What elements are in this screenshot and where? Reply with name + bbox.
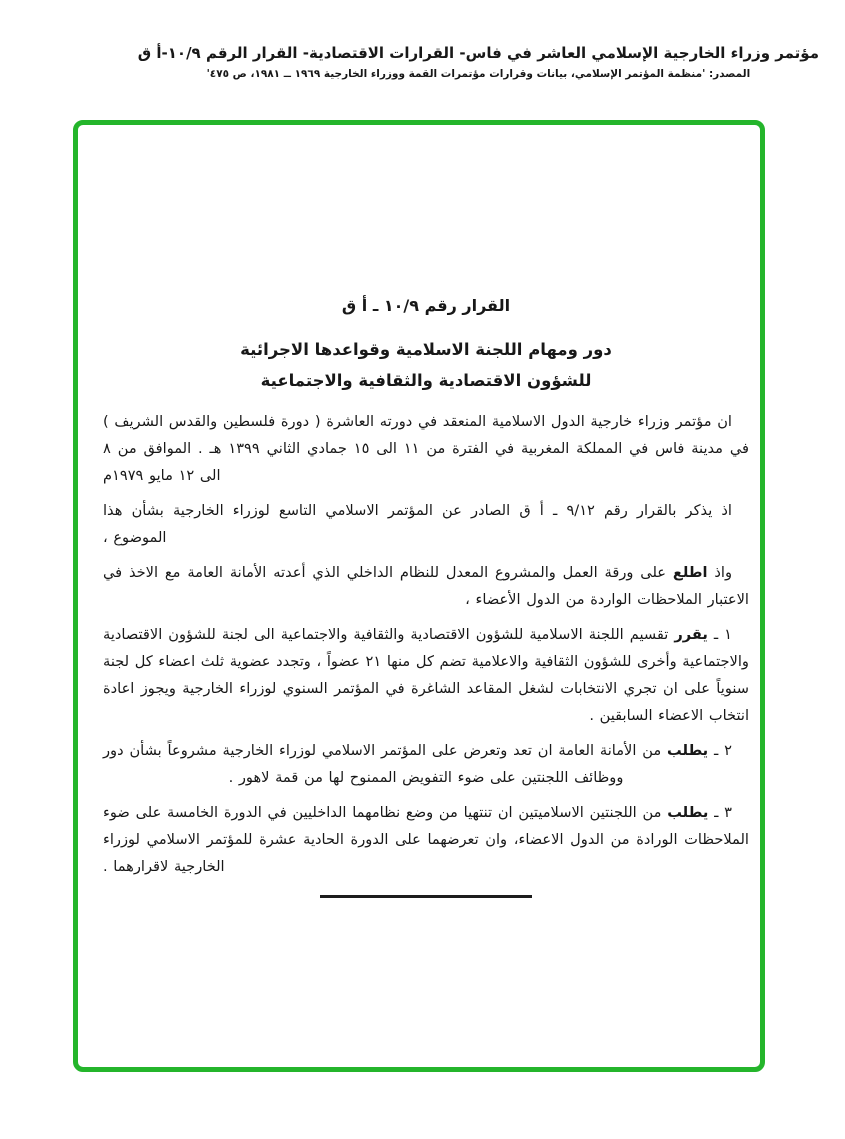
paragraph-operative-1: ١ ـ يقرر تقسيم اللجنة الاسلامية للشؤون الاقتصادية والثقافية والاجتماعية الى لجنة للشؤون الاقتصادية والاجتماعية وأخرى للشؤون الثقافية والاعلامية تضم كل منها ٢١ عضواً ، وتجدد عضوية ثلث اعضاء كل لجنة سنوياً على ان تجري الانتخابات لشغل المقاعد الشاغرة في المؤتمر السنوي لوزراء الخارجية ويجوز اعادة انتخاب الاعضاء السابقين .: [103, 626, 749, 724]
document-frame: [73, 120, 765, 1072]
paragraph-operative-3: ٣ ـ يطلب من اللجنتين الاسلاميتين ان تنتهيا من وضع نظامهما الداخليين في الدورة الخامسة على ضوء الملاحظات الورادة من الدول الاعضاء، وان تعرضهما على الدورة الحادية عشرة للمؤتمر الاسلامي لوزراء الخارجية لاقرارهما .: [103, 804, 749, 875]
source-line: المصدر: 'منظمة المؤتمر الإسلامي، بيانات وقرارات مؤتمرات القمة ووزراء الخارجية ١٩٦٩ ــ ١٩٨١، ص ٤٧٥': [206, 68, 751, 80]
paragraph-preamble-recall: اذ يذكر بالقرار رقم ٩/١٢ ـ أ ق الصادر عن المؤتمر الاسلامي التاسع لوزراء الخارجية بشأن هذا الموضوع ،: [103, 502, 732, 546]
closing-divider: [320, 895, 532, 898]
resolution-subtitle: [103, 334, 749, 396]
paragraph-preamble-session: ان مؤتمر وزراء خارجية الدول الاسلامية المنعقد في دورته العاشرة ( دورة فلسطين والقدس الشريف ) في مدينة فاس في المملكة المغربية في الفترة من ١١ الى ١٥ جمادي الثاني ١٣٩٩ هـ . الموافق من ٨ الى ١٢ مايو ١٩٧٩م: [103, 413, 749, 484]
paragraph-operative-2: ٢ ـ يطلب من الأمانة العامة ان تعد وتعرض على المؤتمر الاسلامي لوزراء الخارجية مشروعاً بشأن دور ووظائف اللجنتين على ضوء التفويض الممنوح لها من قمة لاهور .: [103, 742, 732, 786]
document-body: [103, 408, 749, 880]
document-content: [103, 294, 749, 898]
paragraph-preamble-reviewed: واذ اطلع على ورقة العمل والمشروع المعدل للنظام الداخلي الذي أعدته الأمانة العامة مع الاخذ في الاعتبار الملاحظات الواردة من الدول الأعضاء ،: [103, 564, 749, 608]
resolution-subtitle-line1: دور ومهام اللجنة الاسلامية وقواعدها الاجرائية: [240, 340, 612, 359]
resolution-title: القرار رقم ١٠/٩ ـ أ ق: [341, 296, 511, 315]
citation-line: مؤتمر وزراء الخارجية الإسلامي العاشر في فاس- القرارات الاقتصادية- القرار الرقم ١٠/٩-أ ق: [137, 44, 819, 62]
resolution-subtitle-line2: للشؤون الاقتصادية والثقافية والاجتماعية: [260, 371, 592, 390]
header-citation-block: [138, 44, 819, 81]
